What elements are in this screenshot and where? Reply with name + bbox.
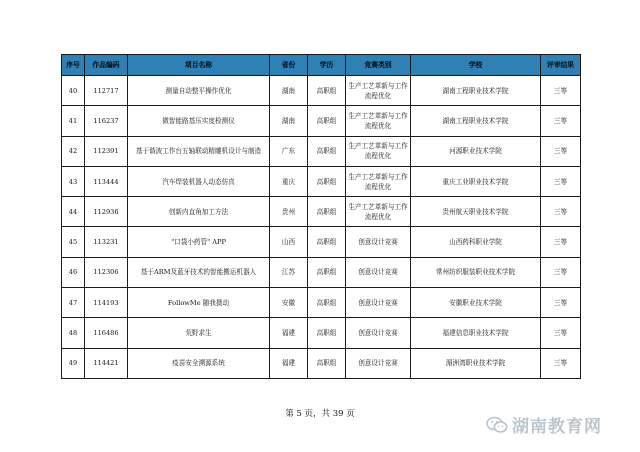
cell-result: 三等 — [541, 166, 581, 196]
header-cell-no: 序号 — [62, 55, 85, 76]
cell-name: 创新内直角加工方法 — [128, 197, 270, 227]
watermark-text: 湖南教育网 — [512, 417, 602, 437]
cell-result: 三等 — [541, 257, 581, 287]
cell-code: 114193 — [85, 288, 128, 318]
cell-no: 44 — [62, 197, 85, 227]
cell-result: 三等 — [541, 348, 581, 378]
page-number: 第 5 页，共 39 页 — [285, 409, 355, 419]
cell-no: 41 — [62, 106, 85, 136]
cell-name: "口袋小药管" APP — [128, 227, 270, 257]
cell-name: 基于ARM及蓝牙技术的智能搬运机器人 — [128, 257, 270, 287]
cell-school: 湄洲湾职业技术学院 — [411, 348, 541, 378]
cell-code: 116237 — [85, 106, 128, 136]
cell-school: 安徽职业技术学院 — [411, 288, 541, 318]
cell-category: 创意设计竞赛 — [346, 257, 411, 287]
cell-category: 生产工艺革新与工作流程优化 — [346, 166, 411, 196]
cell-province: 广东 — [270, 136, 308, 166]
cell-school: 湖南工程职业技术学院 — [411, 76, 541, 106]
cell-level: 高职组 — [308, 227, 346, 257]
table-row — [62, 106, 581, 136]
header-cell-name: 项目名称 — [128, 55, 270, 76]
cell-no: 49 — [62, 348, 85, 378]
table-row — [62, 288, 581, 318]
cell-school: 湖南工程职业技术学院 — [411, 106, 541, 136]
cell-school: 重庆工业职业技术学院 — [411, 166, 541, 196]
cell-name: 荒野求生 — [128, 318, 270, 348]
table-row — [62, 348, 581, 378]
table-row — [62, 227, 581, 257]
table-row — [62, 197, 581, 227]
table-row — [62, 257, 581, 287]
cell-code: 113444 — [85, 166, 128, 196]
table-row — [62, 166, 581, 196]
cell-school: 山西药科职业学院 — [411, 227, 541, 257]
cell-school: 河源职业技术学院 — [411, 136, 541, 166]
cell-no: 40 — [62, 76, 85, 106]
cell-level: 高职组 — [308, 257, 346, 287]
header-cell-province: 省份 — [270, 55, 308, 76]
cell-no: 45 — [62, 227, 85, 257]
cell-level: 高职组 — [308, 106, 346, 136]
table-row — [62, 136, 581, 166]
cell-code: 116486 — [85, 318, 128, 348]
cell-name: FollowMe 随我摄动 — [128, 288, 270, 318]
cell-level: 高职组 — [308, 288, 346, 318]
cell-province: 江苏 — [270, 257, 308, 287]
cell-result: 三等 — [541, 136, 581, 166]
header-cell-code: 作品编码 — [85, 55, 128, 76]
cell-school: 常州纺织服装职业技术学院 — [411, 257, 541, 287]
cell-code: 112936 — [85, 197, 128, 227]
cell-province: 湖南 — [270, 106, 308, 136]
cell-category: 创意设计竞赛 — [346, 318, 411, 348]
cell-province: 贵州 — [270, 197, 308, 227]
cell-name: 基于谐波工作台五轴联动精雕机设计与制造 — [128, 136, 270, 166]
cell-result: 三等 — [541, 227, 581, 257]
table-row — [62, 318, 581, 348]
cell-name: 微智能路基压实度检测仪 — [128, 106, 270, 136]
table-row — [62, 76, 581, 106]
watermark — [486, 412, 602, 437]
cell-no: 48 — [62, 318, 85, 348]
cell-level: 高职组 — [308, 166, 346, 196]
cell-category: 生产工艺革新与工作流程优化 — [346, 136, 411, 166]
cell-province: 福建 — [270, 318, 308, 348]
cell-level: 高职组 — [308, 136, 346, 166]
cell-no: 42 — [62, 136, 85, 166]
cell-name: 汽车焊装机器人动态仿真 — [128, 166, 270, 196]
cell-province: 重庆 — [270, 166, 308, 196]
cell-level: 高职组 — [308, 76, 346, 106]
cell-code: 114421 — [85, 348, 128, 378]
cell-school: 贵州航天职业技术学院 — [411, 197, 541, 227]
cell-code: 112306 — [85, 257, 128, 287]
cell-result: 三等 — [541, 76, 581, 106]
header-cell-level: 学历 — [308, 55, 346, 76]
cell-province: 湖南 — [270, 76, 308, 106]
cell-level: 高职组 — [308, 348, 346, 378]
cell-result: 三等 — [541, 197, 581, 227]
cell-category: 生产工艺革新与工作流程优化 — [346, 106, 411, 136]
cell-code: 113231 — [85, 227, 128, 257]
cell-no: 46 — [62, 257, 85, 287]
cell-name: 测量自动整平操作优化 — [128, 76, 270, 106]
cell-level: 高职组 — [308, 318, 346, 348]
cell-category: 生产工艺革新与工作流程优化 — [346, 197, 411, 227]
cell-province: 山西 — [270, 227, 308, 257]
cell-result: 三等 — [541, 106, 581, 136]
table-body — [62, 76, 581, 379]
cell-result: 三等 — [541, 318, 581, 348]
header-cell-school: 学校 — [411, 55, 541, 76]
cell-category: 生产工艺革新与工作流程优化 — [346, 76, 411, 106]
cell-school: 福建信息职业技术学院 — [411, 318, 541, 348]
cell-province: 安徽 — [270, 288, 308, 318]
cell-category: 创意设计竞赛 — [346, 288, 411, 318]
wechat-icon — [486, 416, 508, 434]
header-cell-category: 竞赛类别 — [346, 55, 411, 76]
cell-category: 创意设计竞赛 — [346, 227, 411, 257]
cell-name: 疫苗安全溯源系统 — [128, 348, 270, 378]
header-cell-result: 评审结果 — [541, 55, 581, 76]
header-row — [62, 55, 581, 76]
cell-no: 47 — [62, 288, 85, 318]
cell-level: 高职组 — [308, 197, 346, 227]
cell-category: 创意设计竞赛 — [346, 348, 411, 378]
results-table — [61, 54, 581, 379]
cell-province: 福建 — [270, 348, 308, 378]
cell-no: 43 — [62, 166, 85, 196]
cell-code: 112717 — [85, 76, 128, 106]
cell-result: 三等 — [541, 288, 581, 318]
cell-code: 112391 — [85, 136, 128, 166]
